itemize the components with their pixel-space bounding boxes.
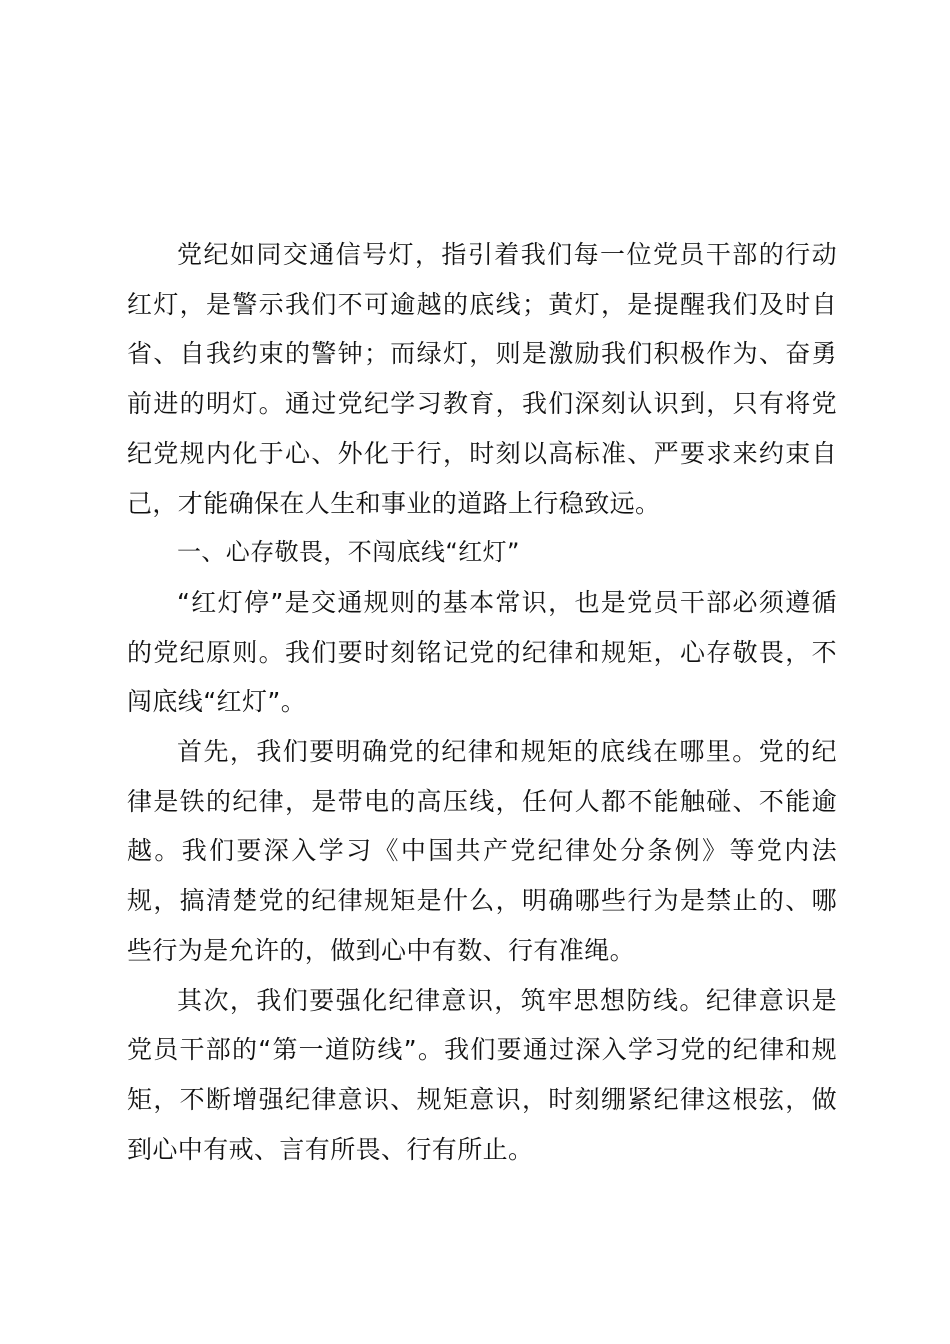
second-point-paragraph: 其次，我们要强化纪律意识，筑牢思想防线。纪律意识是党员干部的“第一道防线”。我们要通过深入学习党的纪律和规矩，不断增强纪律意识、规矩意识，时刻绷紧纪律这根弦，做到心中有戒、言有所畏、行有所止。 — [127, 985, 837, 1164]
intro-paragraph: 党纪如同交通信号灯，指引着我们每一位党员干部的行动红灯，是警示我们不可逾越的底线；黄灯，是提醒我们及时自省、自我约束的警钟；而绿灯，则是激励我们积极作为、奋勇前进的明灯。通过党纪学习教育，我们深刻认识到，只有将党纪党规内化于心、外化于行，时刻以高标准、严要求来约束自己，才能确保在人生和事业的道路上行稳致远。 — [127, 240, 837, 518]
first-point-paragraph: 首先，我们要明确党的纪律和规矩的底线在哪里。党的纪律是铁的纪律，是带电的高压线，任何人都不能触碰、不能逾越。我们要深入学习《中国共产党纪律处分条例》等党内法规，搞清楚党的纪律规矩是什么，明确哪些行为是禁止的、哪些行为是允许的，做到心中有数、行有准绳。 — [127, 737, 837, 965]
document-body — [127, 230, 837, 1174]
red-light-paragraph: “红灯停”是交通规则的基本常识，也是党员干部必须遵循的党纪原则。我们要时刻铭记党的纪律和规矩，心存敬畏，不闯底线“红灯”。 — [127, 587, 837, 717]
section-heading-1: 一、心存敬畏，不闯底线“红灯” — [177, 538, 520, 567]
